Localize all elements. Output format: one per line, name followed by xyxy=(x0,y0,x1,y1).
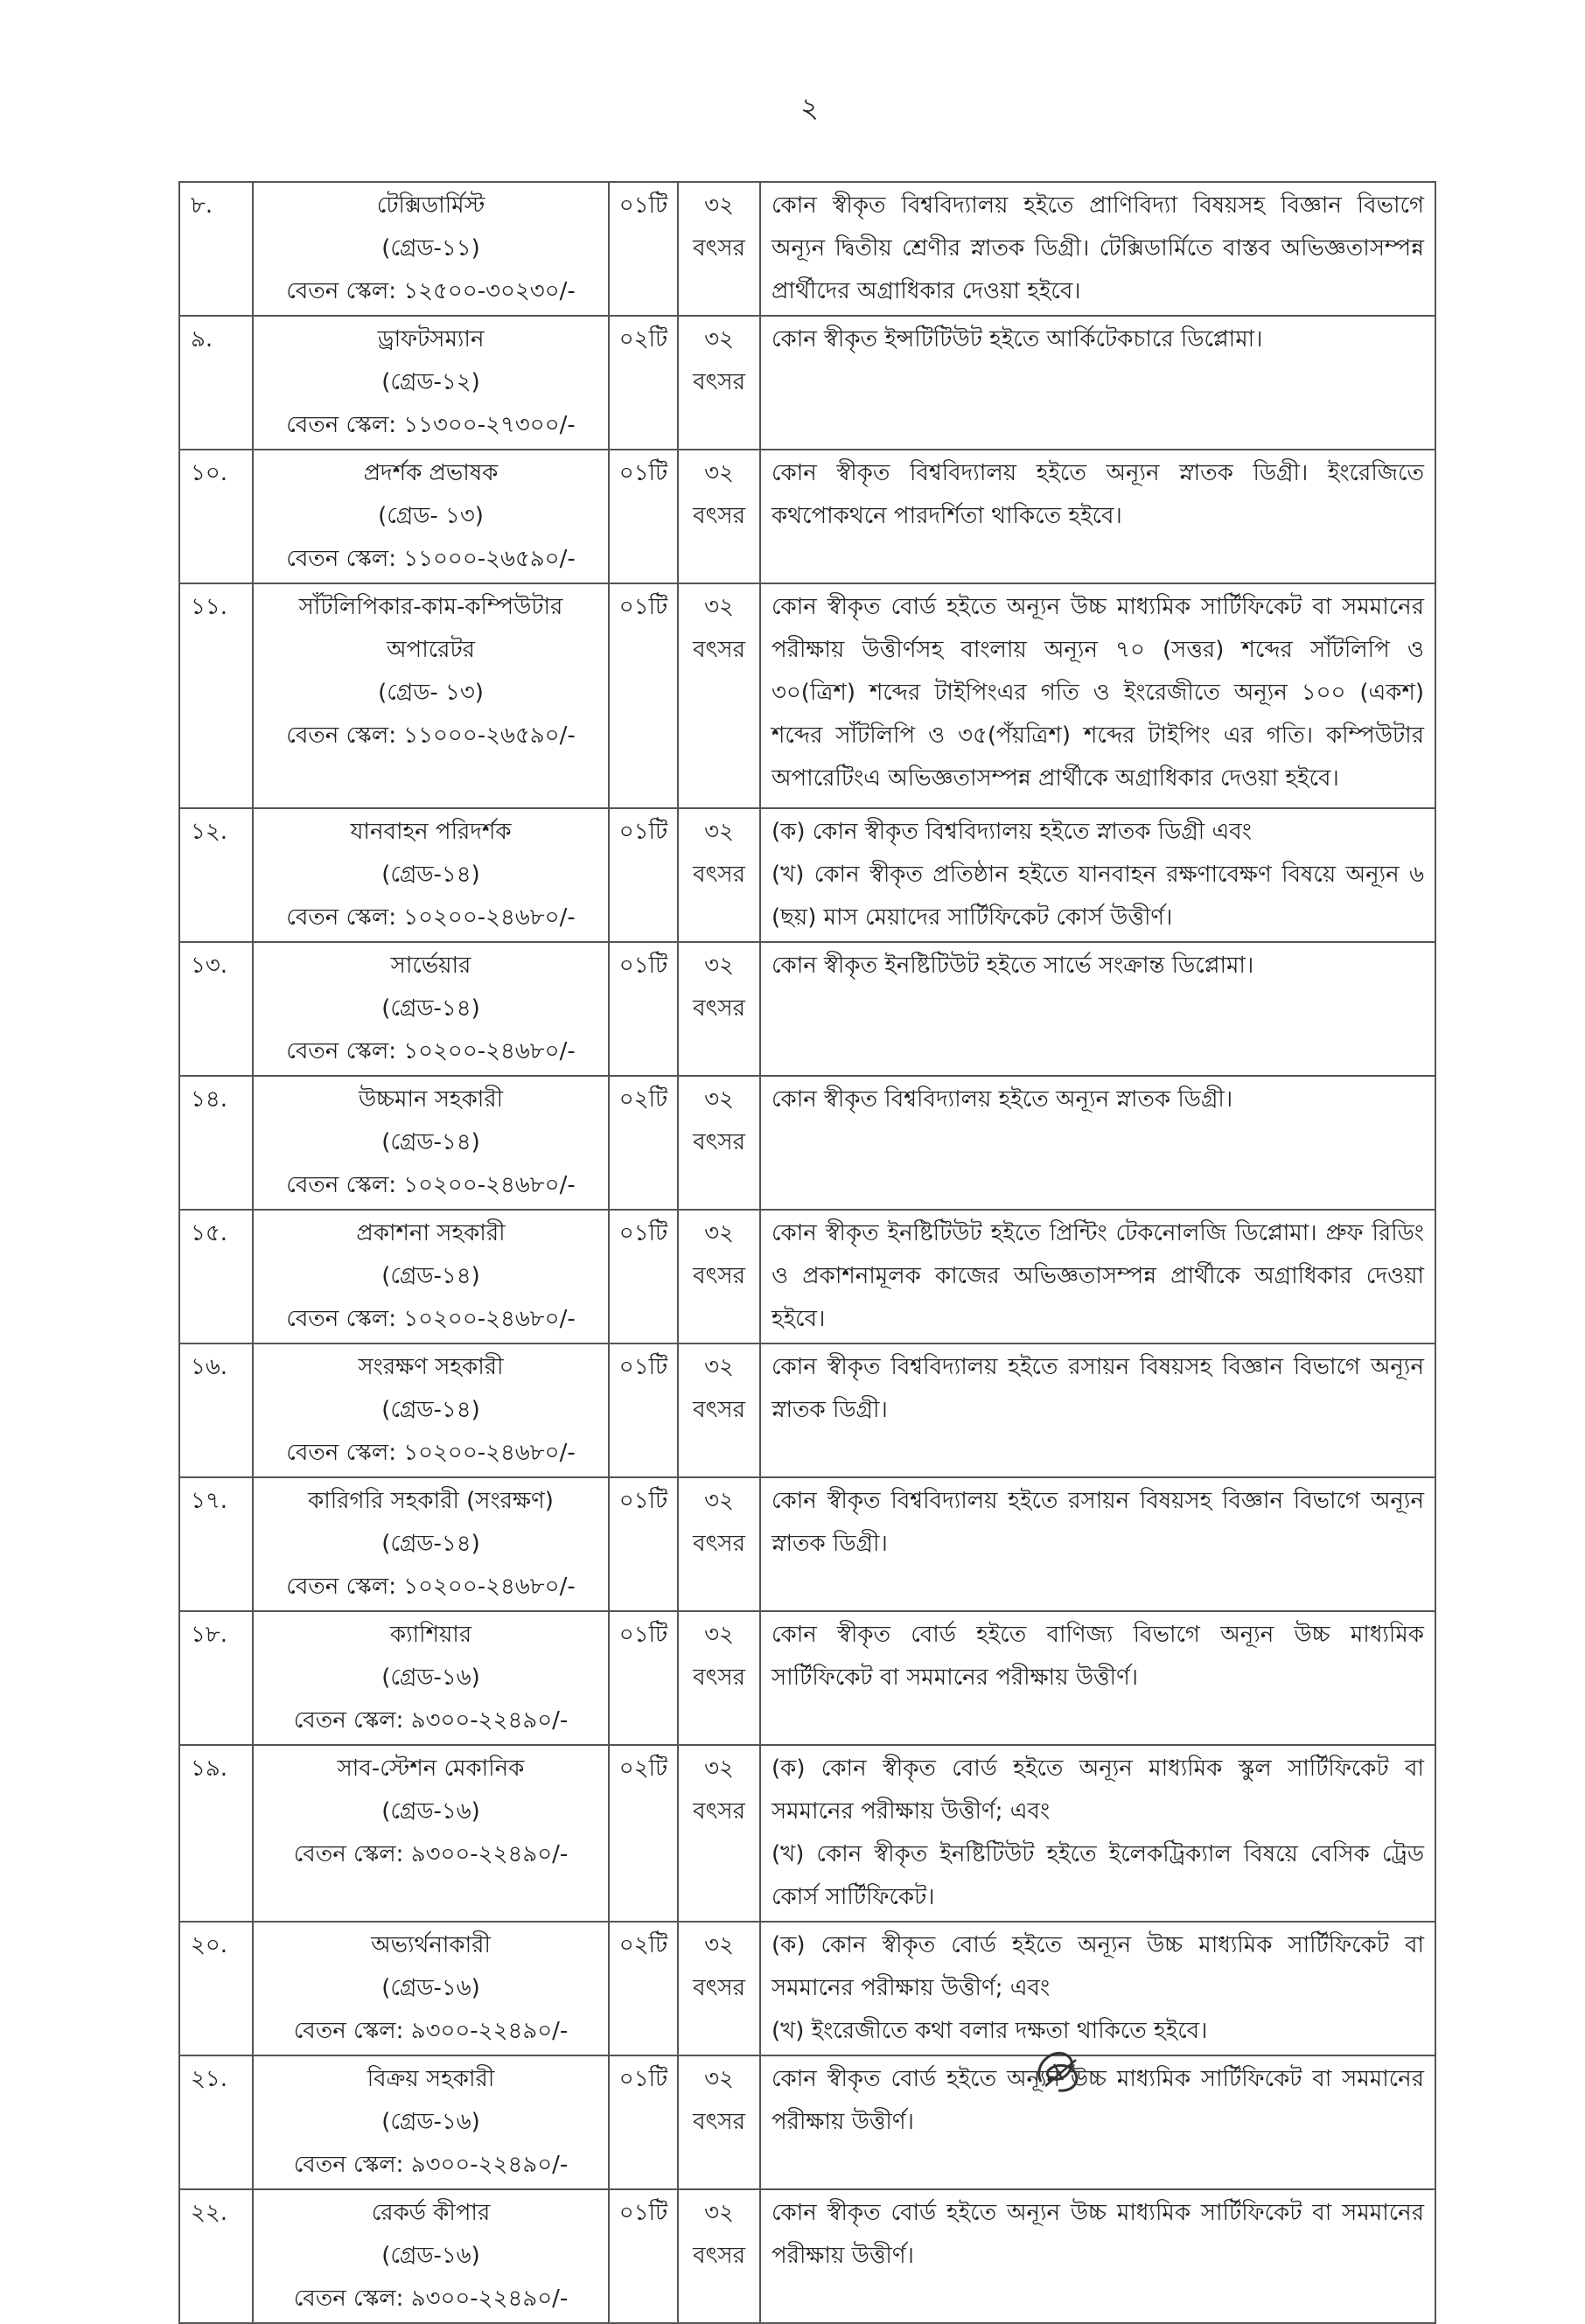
age-limit-line: বৎসর xyxy=(693,637,745,663)
table-row xyxy=(179,450,1435,583)
age-limit-line: ৩২ xyxy=(704,1220,734,1246)
post-name-grade-scale-line: ক্যাশিয়ার xyxy=(389,1622,472,1648)
post-name-grade-scale xyxy=(253,450,609,583)
post-name-grade-scale-line: (গ্রেড-১২) xyxy=(381,369,480,395)
post-name-grade-scale-line: যানবাহন পরিদর্শক xyxy=(350,819,512,845)
post-name-grade-scale-line: কারিগরি সহকারী (সংরক্ষণ) xyxy=(308,1488,554,1514)
post-name-grade-scale-line: (গ্রেড-১১) xyxy=(381,235,480,262)
post-name-grade-scale-line: সংরক্ষণ সহকারী xyxy=(358,1354,504,1380)
post-name-grade-scale-line: (গ্রেড-১৪) xyxy=(381,1263,480,1289)
qualification xyxy=(760,316,1435,450)
qualification xyxy=(760,942,1435,1076)
qualification xyxy=(760,2189,1435,2323)
table-row xyxy=(179,1343,1435,1477)
table-row xyxy=(179,182,1435,316)
serial-number: ১৬. xyxy=(179,1343,253,1477)
age-limit-line: ৩২ xyxy=(704,460,734,486)
post-name-grade-scale xyxy=(253,583,609,808)
age-limit-line: ৩২ xyxy=(704,1086,734,1113)
qualification xyxy=(760,1210,1435,1343)
age-limit-line: বৎসর xyxy=(693,503,745,529)
age-limit xyxy=(678,1343,760,1477)
age-limit-line: ৩২ xyxy=(704,1622,734,1648)
age-limit-line: বৎসর xyxy=(693,1975,745,2001)
qualification xyxy=(760,1076,1435,1210)
job-posts-table xyxy=(178,181,1436,2324)
qualification-line: (খ) কোন স্বীকৃত ইনষ্টিটিউট হইতে ইলেকট্রিক্যাল বিষয়ে বেসিক ট্রেড কোর্স সার্টিফিকেট। xyxy=(772,1841,1424,1910)
post-name-grade-scale-line: (গ্রেড- ১৩) xyxy=(378,680,484,706)
age-limit-line: বৎসর xyxy=(693,1664,745,1691)
age-limit-line: ৩২ xyxy=(704,953,734,979)
post-name-grade-scale-line: (গ্রেড-১৬) xyxy=(381,1664,480,1691)
post-name-grade-scale-line: ড্রাফটসম্যান xyxy=(377,326,485,352)
age-limit-line: বৎসর xyxy=(693,235,745,262)
qualification-line: কোন স্বীকৃত বিশ্ববিদ্যালয় হইতে অন্যূন স্নাতক ডিগ্রী। xyxy=(772,1086,1233,1113)
age-limit xyxy=(678,808,760,942)
post-name-grade-scale xyxy=(253,1076,609,1210)
post-name-grade-scale-line: বেতন স্কেল: ১০২০০-২৪৬৮০/- xyxy=(286,904,576,931)
post-name-grade-scale-line: (গ্রেড-১৬) xyxy=(381,1798,480,1825)
age-limit xyxy=(678,2189,760,2323)
age-limit-line: বৎসর xyxy=(693,1129,745,1155)
post-name-grade-scale-line: বেতন স্কেল: ১১৩০০-২৭৩০০/- xyxy=(286,412,576,438)
post-name-grade-scale-line: অভ্যর্থনাকারী xyxy=(371,1932,491,1958)
age-limit xyxy=(678,1611,760,1745)
age-limit xyxy=(678,182,760,316)
table-row xyxy=(179,1210,1435,1343)
post-count: ০১টি xyxy=(609,808,678,942)
qualification xyxy=(760,1611,1435,1745)
post-name-grade-scale xyxy=(253,1745,609,1922)
age-limit xyxy=(678,1210,760,1343)
table-row xyxy=(179,1611,1435,1745)
post-name-grade-scale-line: বেতন স্কেল: ১১০০০-২৬৫৯০/- xyxy=(286,722,576,749)
post-count: ০১টি xyxy=(609,1210,678,1343)
post-name-grade-scale-line: উচ্চমান সহকারী xyxy=(358,1086,504,1113)
age-limit-line: ৩২ xyxy=(704,819,734,845)
table-row xyxy=(179,1922,1435,2055)
post-count: ০১টি xyxy=(609,942,678,1076)
post-name-grade-scale-line: বেতন স্কেল: ১০২০০-২৪৬৮০/- xyxy=(286,1038,576,1064)
age-limit-line: বৎসর xyxy=(693,1263,745,1289)
serial-number: ১৫. xyxy=(179,1210,253,1343)
post-name-grade-scale-line: সাব-স্টেশন মেকানিক xyxy=(337,1755,525,1782)
post-count: ০১টি xyxy=(609,2189,678,2323)
post-name-grade-scale xyxy=(253,1611,609,1745)
qualification-line: কোন স্বীকৃত বোর্ড হইতে অন্যূন উচ্চ মাধ্যমিক সার্টিফিকেট বা সমমানের পরীক্ষায় উত্তীর্ণ। xyxy=(772,2200,1424,2269)
post-name-grade-scale-line: অপারেটর xyxy=(387,637,475,663)
table-row xyxy=(179,942,1435,1076)
serial-number: ১৭. xyxy=(179,1477,253,1611)
post-name-grade-scale-line: (গ্রেড-১৪) xyxy=(381,1531,480,1557)
age-limit xyxy=(678,1477,760,1611)
qualification-line: (ক) কোন স্বীকৃত বিশ্ববিদ্যালয় হইতে স্নাতক ডিগ্রী এবং xyxy=(772,819,1252,845)
post-name-grade-scale-line: বেতন স্কেল: ৯৩০০-২২৪৯০/- xyxy=(293,1841,569,1867)
post-name-grade-scale xyxy=(253,2055,609,2189)
age-limit xyxy=(678,583,760,808)
post-name-grade-scale-line: বেতন স্কেল: ৯৩০০-২২৪৯০/- xyxy=(293,2018,569,2044)
post-name-grade-scale xyxy=(253,808,609,942)
post-count: ০১টি xyxy=(609,583,678,808)
age-limit-line: ৩২ xyxy=(704,192,734,219)
qualification xyxy=(760,1343,1435,1477)
post-name-grade-scale-line: প্রদর্শক প্রভাষক xyxy=(363,460,499,486)
post-name-grade-scale-line: প্রকাশনা সহকারী xyxy=(356,1220,506,1246)
post-name-grade-scale-line: (গ্রেড- ১৩) xyxy=(378,503,484,529)
qualification xyxy=(760,1477,1435,1611)
age-limit-line: ৩২ xyxy=(704,1755,734,1782)
qualification xyxy=(760,1922,1435,2055)
post-name-grade-scale-line: রেকর্ড কীপার xyxy=(371,2200,491,2226)
qualification xyxy=(760,1745,1435,1922)
post-name-grade-scale xyxy=(253,1210,609,1343)
age-limit-line: ৩২ xyxy=(704,326,734,352)
age-limit xyxy=(678,2055,760,2189)
age-limit-line: ৩২ xyxy=(704,1488,734,1514)
qualification-line: (ক) কোন স্বীকৃত বোর্ড হইতে অন্যূন উচ্চ মাধ্যমিক সার্টিফিকেট বা সমমানের পরীক্ষায় উত্তীর্ণ; এবং xyxy=(772,1932,1424,2001)
age-limit-line: বৎসর xyxy=(693,369,745,395)
qualification-line: কোন স্বীকৃত ইনষ্টিটিউট হইতে সার্ভে সংক্রান্ত ডিপ্লোমা। xyxy=(772,953,1254,979)
post-name-grade-scale-line: বেতন স্কেল: ১২৫০০-৩০২৩০/- xyxy=(286,278,576,304)
qualification xyxy=(760,2055,1435,2189)
age-limit xyxy=(678,1922,760,2055)
serial-number: ১২. xyxy=(179,808,253,942)
page-number: ২ xyxy=(800,91,819,124)
qualification xyxy=(760,808,1435,942)
qualification xyxy=(760,450,1435,583)
post-name-grade-scale-line: বেতন স্কেল: ৯৩০০-২২৪৯০/- xyxy=(293,1707,569,1734)
post-name-grade-scale-line: বেতন স্কেল: ১০২০০-২৪৬৮০/- xyxy=(286,1306,576,1332)
serial-number: ২১. xyxy=(179,2055,253,2189)
serial-number: ২০. xyxy=(179,1922,253,2055)
age-limit-line: বৎসর xyxy=(693,862,745,888)
post-name-grade-scale-line: বেতন স্কেল: ৯৩০০-২২৪৯০/- xyxy=(293,2286,569,2312)
post-name-grade-scale xyxy=(253,942,609,1076)
post-name-grade-scale-line: (গ্রেড-১৪) xyxy=(381,995,480,1022)
qualification-line: (খ) কোন স্বীকৃত প্রতিষ্ঠান হইতে যানবাহন রক্ষণাবেক্ষণ বিষয়ে অন্যূন ৬ (ছয়) মাস মেয়াদের সার্টিফিকেট কোর্স উত্তীর্ণ। xyxy=(772,862,1424,931)
qualification-line: কোন স্বীকৃত ইনষ্টিটিউট হইতে প্রিন্টিং টেকনোলজি ডিপ্লোমা। প্রুফ রিডিং ও প্রকাশনামূলক কাজের অভিজ্ঞতাসম্পন্ন প্রার্থীকে অগ্রাধিকার দেওয়া হইবে। xyxy=(772,1220,1424,1332)
age-limit-line: ৩২ xyxy=(704,2200,734,2226)
serial-number: ১৪. xyxy=(179,1076,253,1210)
post-count: ০১টি xyxy=(609,450,678,583)
initial-signature xyxy=(1028,2038,1089,2099)
table-row xyxy=(179,1477,1435,1611)
table-row xyxy=(179,2055,1435,2189)
post-count: ০২টি xyxy=(609,1745,678,1922)
qualification xyxy=(760,583,1435,808)
qualification-line: কোন স্বীকৃত বিশ্ববিদ্যালয় হইতে রসায়ন বিষয়সহ বিজ্ঞান বিভাগে অন্যূন স্নাতক ডিগ্রী। xyxy=(772,1354,1424,1423)
age-limit-line: ৩২ xyxy=(704,1932,734,1958)
post-name-grade-scale-line: টেক্সিডার্মিস্ট xyxy=(376,192,485,219)
post-name-grade-scale xyxy=(253,2189,609,2323)
serial-number: ১৯. xyxy=(179,1745,253,1922)
age-limit-line: ৩২ xyxy=(704,594,734,620)
age-limit-line: বৎসর xyxy=(693,1531,745,1557)
qualification-line: কোন স্বীকৃত বিশ্ববিদ্যালয় হইতে প্রাণিবিদ্যা বিষয়সহ বিজ্ঞান বিভাগে অন্যূন দ্বিতীয় শ্রেণীর স্নাতক ডিগ্রী। টেক্সিডার্মিতে বাস্তব অভিজ্ঞতাসম্পন্ন প্রার্থীদের অগ্রাধিকার দেওয়া হইবে। xyxy=(772,192,1424,304)
serial-number: ২২. xyxy=(179,2189,253,2323)
post-name-grade-scale-line: (গ্রেড-১৪) xyxy=(381,1129,480,1155)
post-count: ০২টি xyxy=(609,1922,678,2055)
serial-number: ৯. xyxy=(179,316,253,450)
qualification-line: কোন স্বীকৃত বোর্ড হইতে অন্যূন উচ্চ মাধ্যমিক সার্টিফিকেট বা সমমানের পরীক্ষায় উত্তীর্ণ। xyxy=(772,2066,1424,2135)
post-name-grade-scale-line: (গ্রেড-১৪) xyxy=(381,1397,480,1423)
post-name-grade-scale-line: বেতন স্কেল: ১০২০০-২৪৬৮০/- xyxy=(286,1574,576,1600)
post-name-grade-scale-line: (গ্রেড-১৬) xyxy=(381,1975,480,2001)
age-limit-line: ৩২ xyxy=(704,2066,734,2092)
post-name-grade-scale-line: বেতন স্কেল: ১১০০০-২৬৫৯০/- xyxy=(286,546,576,572)
post-name-grade-scale-line: বেতন স্কেল: ১০২০০-২৪৬৮০/- xyxy=(286,1172,576,1198)
post-name-grade-scale-line: সার্ভেয়ার xyxy=(390,953,471,979)
post-name-grade-scale-line: (গ্রেড-১৬) xyxy=(381,2243,480,2269)
post-name-grade-scale xyxy=(253,182,609,316)
age-limit xyxy=(678,1076,760,1210)
age-limit-line: বৎসর xyxy=(693,995,745,1022)
age-limit xyxy=(678,450,760,583)
serial-number: ১০. xyxy=(179,450,253,583)
table-row xyxy=(179,808,1435,942)
post-name-grade-scale-line: বিক্রয় সহকারী xyxy=(367,2066,495,2092)
serial-number: ১৮. xyxy=(179,1611,253,1745)
age-limit-line: বৎসর xyxy=(693,1397,745,1423)
post-name-grade-scale-line: সাঁটলিপিকার-কাম-কম্পিউটার xyxy=(298,594,563,620)
table-row xyxy=(179,316,1435,450)
age-limit xyxy=(678,1745,760,1922)
age-limit-line: বৎসর xyxy=(693,2109,745,2135)
table-row xyxy=(179,1076,1435,1210)
age-limit-line: বৎসর xyxy=(693,2243,745,2269)
age-limit xyxy=(678,942,760,1076)
serial-number: ৮. xyxy=(179,182,253,316)
table-row xyxy=(179,1745,1435,1922)
post-name-grade-scale-line: (গ্রেড-১৬) xyxy=(381,2109,480,2135)
post-count: ০১টি xyxy=(609,1343,678,1477)
post-count: ০১টি xyxy=(609,2055,678,2189)
post-name-grade-scale-line: বেতন স্কেল: ৯৩০০-২২৪৯০/- xyxy=(293,2152,569,2178)
post-count: ০১টি xyxy=(609,1477,678,1611)
post-count: ০২টি xyxy=(609,1076,678,1210)
qualification-line: কোন স্বীকৃত বিশ্ববিদ্যালয় হইতে রসায়ন বিষয়সহ বিজ্ঞান বিভাগে অন্যূন স্নাতক ডিগ্রী। xyxy=(772,1488,1424,1557)
table-row xyxy=(179,583,1435,808)
post-count: ০১টি xyxy=(609,1611,678,1745)
qualification-line: কোন স্বীকৃত বোর্ড হইতে বাণিজ্য বিভাগে অন্যূন উচ্চ মাধ্যমিক সার্টিফিকেট বা সমমানের পরীক্ষায় উত্তীর্ণ। xyxy=(772,1622,1424,1691)
age-limit-line: বৎসর xyxy=(693,1798,745,1825)
post-name-grade-scale-line: (গ্রেড-১৪) xyxy=(381,862,480,888)
qualification-line: কোন স্বীকৃত ইন্সটিটিউট হইতে আর্কিটেকচারে ডিপ্লোমা। xyxy=(772,326,1263,352)
serial-number: ১১. xyxy=(179,583,253,808)
age-limit-line: ৩২ xyxy=(704,1354,734,1380)
qualification-line: (ক) কোন স্বীকৃত বোর্ড হইতে অন্যূন মাধ্যমিক স্কুল সার্টিফিকেট বা সমমানের পরীক্ষায় উত্তীর্ণ; এবং xyxy=(772,1755,1424,1825)
qualification-line: কোন স্বীকৃত বিশ্ববিদ্যালয় হইতে অন্যূন স্নাতক ডিগ্রী। ইংরেজিতে কথপোকথনে পারদর্শিতা থাকিতে হইবে। xyxy=(772,460,1424,529)
qualification-line: (খ) ইংরেজীতে কথা বলার দক্ষতা থাকিতে হইবে। xyxy=(772,2018,1208,2044)
table-row xyxy=(179,2189,1435,2323)
age-limit xyxy=(678,316,760,450)
post-name-grade-scale xyxy=(253,316,609,450)
post-name-grade-scale xyxy=(253,1343,609,1477)
post-count: ০২টি xyxy=(609,316,678,450)
serial-number: ১৩. xyxy=(179,942,253,1076)
qualification xyxy=(760,182,1435,316)
qualification-line: কোন স্বীকৃত বোর্ড হইতে অন্যূন উচ্চ মাধ্যমিক সার্টিফিকেট বা সমমানের পরীক্ষায় উত্তীর্ণসহ বাংলায় অন্যূন ৭০ (সত্তর) শব্দের সাঁটলিপি ও ৩০(ত্রিশ) শব্দের টাইপিংএর গতি ও ইংরেজীতে অন্যূন ১০০ (একশ) শব্দের সাঁটলিপি ও ৩৫(পঁয়ত্রিশ) শব্দের টাইপিং এর গতি। কম্পিউটার অপারেটিংএ অভিজ্ঞতাসম্পন্ন প্রার্থীকে অগ্রাধিকার দেওয়া হইবে। xyxy=(772,594,1424,792)
post-name-grade-scale xyxy=(253,1922,609,2055)
post-name-grade-scale-line: বেতন স্কেল: ১০২০০-২৪৬৮০/- xyxy=(286,1440,576,1466)
post-count: ০১টি xyxy=(609,182,678,316)
post-name-grade-scale xyxy=(253,1477,609,1611)
